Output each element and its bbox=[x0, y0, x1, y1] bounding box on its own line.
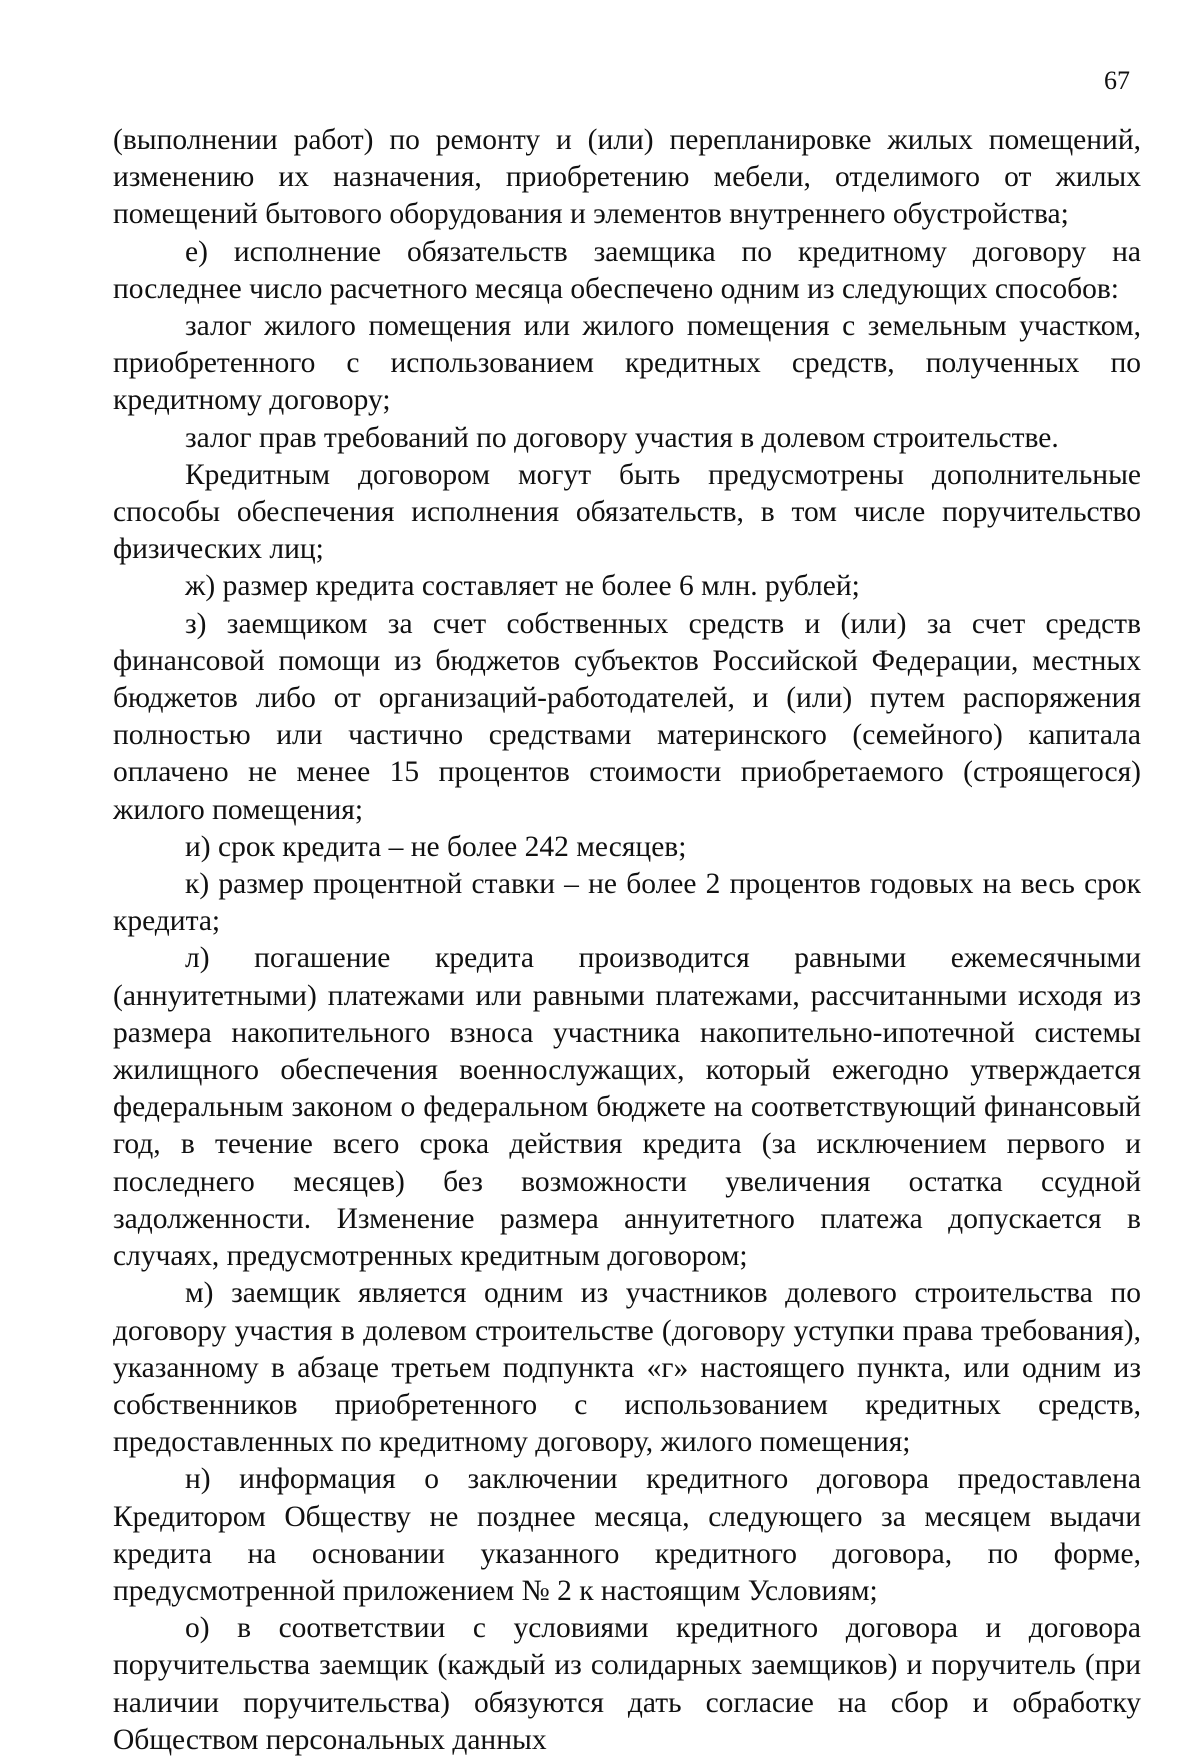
paragraph-item-o: о) в соответствии с условиями кредитного договора и договора поручительства заемщик (каждый из солидарных заемщиков) и поручитель (при наличии поручительства) обязуются дать согласие на сбор и обработку Обществом персональных данных bbox=[113, 1612, 1141, 1756]
paragraph-item-m: м) заемщик является одним из участников долевого строительства по договору участия в долевом строительстве (договору уступки права требования), указанному в абзаце третьем подпункта «г» настоящего пункта, или одним из собственников приобретенного с использованием кредитных средств, предоставленных по кредитному договору, жилого помещения; bbox=[113, 1277, 1141, 1459]
paragraph-item-n: н) информация о заключении кредитного договора предоставлена Кредитором Обществу не позднее месяца, следующего за месяцем выдачи кредита на основании указанного кредитного договора, по форме, предусмотренной приложением № 2 к настоящим Условиям; bbox=[113, 1463, 1141, 1607]
paragraph-pledge-rights: залог прав требований по договору участия в долевом строительстве. bbox=[185, 421, 1059, 454]
paragraph-pledge-housing: залог жилого помещения или жилого помещения с земельным участком, приобретенного с использованием кредитных средств, полученных по кредитному договору; bbox=[113, 310, 1141, 417]
paragraph-item-z: з) заемщиком за счет собственных средств и (или) за счет средств финансовой помощи из бюджетов субъектов Российской Федерации, местных бюджетов либо от организаций-работодателей, и (или) путем распоряжения полностью или частично средствами материнского (семейного) капитала оплачено не менее 15 процентов стоимости приобретаемого (строящегося) жилого помещения; bbox=[113, 607, 1141, 826]
paragraph-item-l: л) погашение кредита производится равными ежемесячными (аннуитетными) платежами или равными платежами, рассчитанными исходя из размера накопительного взноса участника накопительно-ипотечной системы жилищного обеспечения военнослужащих, который ежегодно утверждается федеральным законом о федеральном бюджете на соответствующий финансовый год, в течение всего срока действия кредита (за исключением первого и последнего месяцев) без возможности увеличения остатка ссудной задолженности. Изменение размера аннуитетного платежа допускается в случаях, предусмотренных кредитным договором; bbox=[113, 942, 1141, 1273]
paragraph-additional-security: Кредитным договором могут быть предусмотрены дополнительные способы обеспечения исполнения обязательств, в том числе поручительство физических лиц; bbox=[113, 458, 1141, 566]
paragraph-item-zh: ж) размер кредита составляет не более 6 млн. рублей; bbox=[185, 570, 860, 603]
document-body bbox=[113, 122, 1141, 1759]
paragraph-item-i: и) срок кредита – не более 242 месяцев; bbox=[185, 830, 687, 863]
paragraph-item-e: е) исполнение обязательств заемщика по кредитному договору на последнее число расчетного месяца обеспечено одним из следующих способов: bbox=[113, 235, 1141, 305]
paragraph-continuation: (выполнении работ) по ремонту и (или) перепланировке жилых помещений, изменению их назначения, приобретению мебели, отделимого от жилых помещений бытового оборудования и элементов внутреннего обустройства; bbox=[113, 124, 1141, 231]
paragraph-item-k: к) размер процентной ставки – не более 2 процентов годовых на весь срок кредита; bbox=[113, 868, 1141, 938]
page-number: 67 bbox=[1104, 66, 1130, 95]
